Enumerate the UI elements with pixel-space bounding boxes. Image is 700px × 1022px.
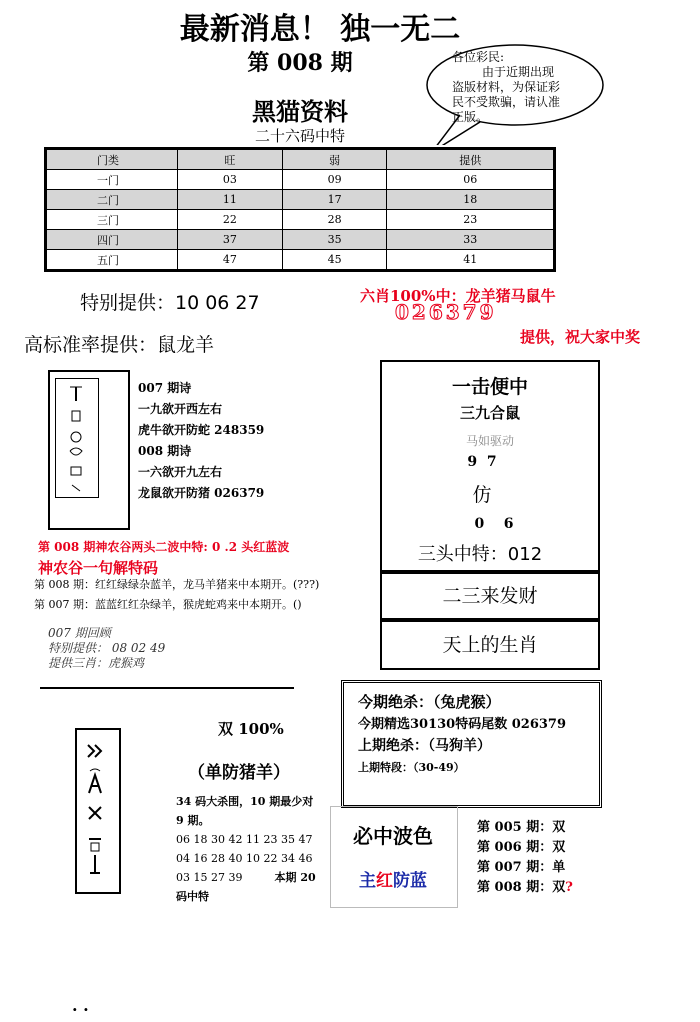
review-line: 007 期回顾	[48, 626, 111, 640]
yiji-line2: 三九合鼠	[459, 404, 520, 422]
bubble-text	[452, 50, 580, 125]
issue-number: 第 008 期	[247, 50, 353, 76]
poem-text	[138, 378, 264, 504]
issue-value: 双	[552, 840, 566, 855]
wave-main: 主	[359, 871, 376, 891]
poem-line: 一六欲开九左右	[138, 465, 223, 479]
table-cell: 47	[178, 250, 283, 271]
outline-code: 026379	[395, 300, 497, 324]
bubble-line: 民不受欺骗，请认准	[452, 95, 561, 109]
double-100: 双 100%	[218, 720, 284, 738]
yiji-santou: 三头中特：012	[417, 544, 543, 565]
issue-row	[477, 838, 573, 858]
heaven-zodiac-box: 天上的生肖	[380, 620, 600, 670]
decorative-glyph-strip	[55, 378, 99, 498]
table-cell: 四门	[46, 230, 178, 250]
bubble-line: 盗版材料，为保证彩	[452, 80, 561, 94]
number-line: 9 期。	[176, 814, 210, 827]
issue-value: 双	[552, 880, 566, 895]
review-line: 提供三肖：虎猴鸡	[48, 656, 145, 670]
number-list	[176, 792, 316, 906]
review-block	[48, 626, 165, 671]
table-cell: 09	[282, 170, 387, 190]
table-cell: 17	[282, 190, 387, 210]
poem-line: 龙鼠欲开防猪 026379	[138, 486, 265, 500]
subtitle: 二十六码中特	[254, 127, 345, 145]
wave-color-main	[330, 866, 456, 891]
poem-line: 007 期诗	[138, 381, 192, 395]
number-line: 码中特	[176, 890, 209, 903]
issue-mark: ?	[565, 880, 573, 895]
issue-row	[477, 818, 573, 838]
table-row	[46, 190, 555, 210]
table-cell: 22	[178, 210, 283, 230]
header-cell: 提供	[387, 149, 555, 170]
table-row	[46, 210, 555, 230]
table-cell: 一门	[46, 170, 178, 190]
bubble-line: 各位彩民:	[452, 50, 505, 64]
issue-label: 第 008 期：	[477, 880, 553, 895]
kill-line: 上期绝杀：（马狗羊）	[358, 738, 491, 754]
header-cell: 弱	[282, 149, 387, 170]
riddle-008: 第 008 期：红红绿绿杂蓝羊，龙马羊猪来中本期开。(???)	[34, 578, 320, 591]
table-header-row	[46, 149, 555, 170]
bubble-line: 由于近期出现	[482, 65, 555, 79]
bubble-line: 正版。	[452, 110, 489, 124]
yiji-nums2: 0 6	[474, 516, 514, 532]
yiji-line3: 马如驱动	[465, 434, 514, 448]
table-cell: 18	[387, 190, 555, 210]
shennong-riddle-title: 神农谷一句解特码	[38, 559, 159, 577]
table-row	[46, 170, 555, 190]
yiji-box	[380, 360, 600, 572]
heimao-title: 黑猫资料	[252, 97, 348, 126]
issue-row	[477, 878, 573, 898]
kill-line: 今期精选30130特码尾数 026379	[358, 717, 567, 732]
table-cell: 23	[387, 210, 555, 230]
number-line: 34 码大杀围，10 期最少对	[176, 795, 314, 808]
kill-box	[341, 680, 602, 808]
divider	[40, 687, 294, 689]
header-cell: 旺	[178, 149, 283, 170]
table-cell: 五门	[46, 250, 178, 271]
high-standard-line: 高标准率提供：鼠龙羊	[24, 334, 215, 356]
issue-label: 第 006 期：	[477, 840, 553, 855]
table-row	[46, 230, 555, 250]
poem-line: 一九欲开西左右	[138, 402, 223, 416]
wave-color-title: 必中波色	[353, 824, 433, 848]
door-table	[44, 147, 556, 272]
shennong-line: 第 008 期神农谷两头二波中特: 0 .2 头红蓝波	[38, 540, 290, 554]
table-cell: 45	[282, 250, 387, 271]
wave-blue: 蓝	[410, 871, 427, 891]
number-line: 06 18 30 42 11 23 35 47	[176, 833, 313, 846]
number-line	[176, 868, 316, 887]
poem-line: 008 期诗	[138, 444, 192, 458]
table-cell: 二门	[46, 190, 178, 210]
riddle-007: 第 007 期：蓝蓝红红杂绿羊，猴虎蛇鸡来中本期开。()	[34, 598, 302, 611]
table-cell: 28	[282, 210, 387, 230]
single-defense: （单防猪羊）	[188, 763, 290, 783]
table-cell: 41	[387, 250, 555, 271]
number-span: 03 15 27 39	[176, 871, 243, 884]
yiji-nums1: 9 7	[467, 454, 497, 470]
table-cell: 03	[178, 170, 283, 190]
page-title: 最新消息！ 独一无二	[179, 12, 461, 47]
issue-history	[477, 818, 573, 898]
lucky-box: 二三来发财	[380, 572, 600, 620]
yiji-title: 一击便中	[451, 376, 528, 398]
six-zodiac-line: 六肖100%中：龙羊猪马鼠牛	[360, 287, 556, 305]
issue-label: 第 005 期：	[477, 820, 553, 835]
wave-red: 红	[376, 871, 393, 891]
table-cell: 35	[282, 230, 387, 250]
kill-line: 今期绝杀：（兔虎猴）	[358, 693, 501, 711]
table-cell: 06	[387, 170, 555, 190]
issue-value: 双	[552, 820, 566, 835]
number-line: 04 16 28 40 10 22 34 46	[176, 852, 313, 865]
wave-fang: 防	[393, 871, 410, 891]
good-luck-text: 提供，祝大家中奖	[520, 328, 641, 346]
decorative-symbol-strip	[82, 735, 108, 881]
poem-line: 虎牛欲开防蛇 248359	[138, 423, 265, 437]
issue-value: 单	[552, 860, 566, 875]
special-numbers: 特别提供：10 06 27	[80, 292, 260, 314]
trailing-dots: . .	[72, 996, 89, 1015]
table-cell: 11	[178, 190, 283, 210]
number-span: 本期 20	[274, 871, 316, 884]
header-cell: 门类	[46, 149, 178, 170]
table-cell: 33	[387, 230, 555, 250]
yiji-fang: 仿	[472, 484, 492, 506]
issue-row	[477, 858, 573, 878]
table-cell: 37	[178, 230, 283, 250]
review-line: 特别提供： 08 02 49	[48, 641, 166, 655]
table-cell: 三门	[46, 210, 178, 230]
kill-line: 上期特段：（30-49）	[358, 761, 465, 774]
issue-label: 第 007 期：	[477, 860, 553, 875]
table-row	[46, 250, 555, 271]
